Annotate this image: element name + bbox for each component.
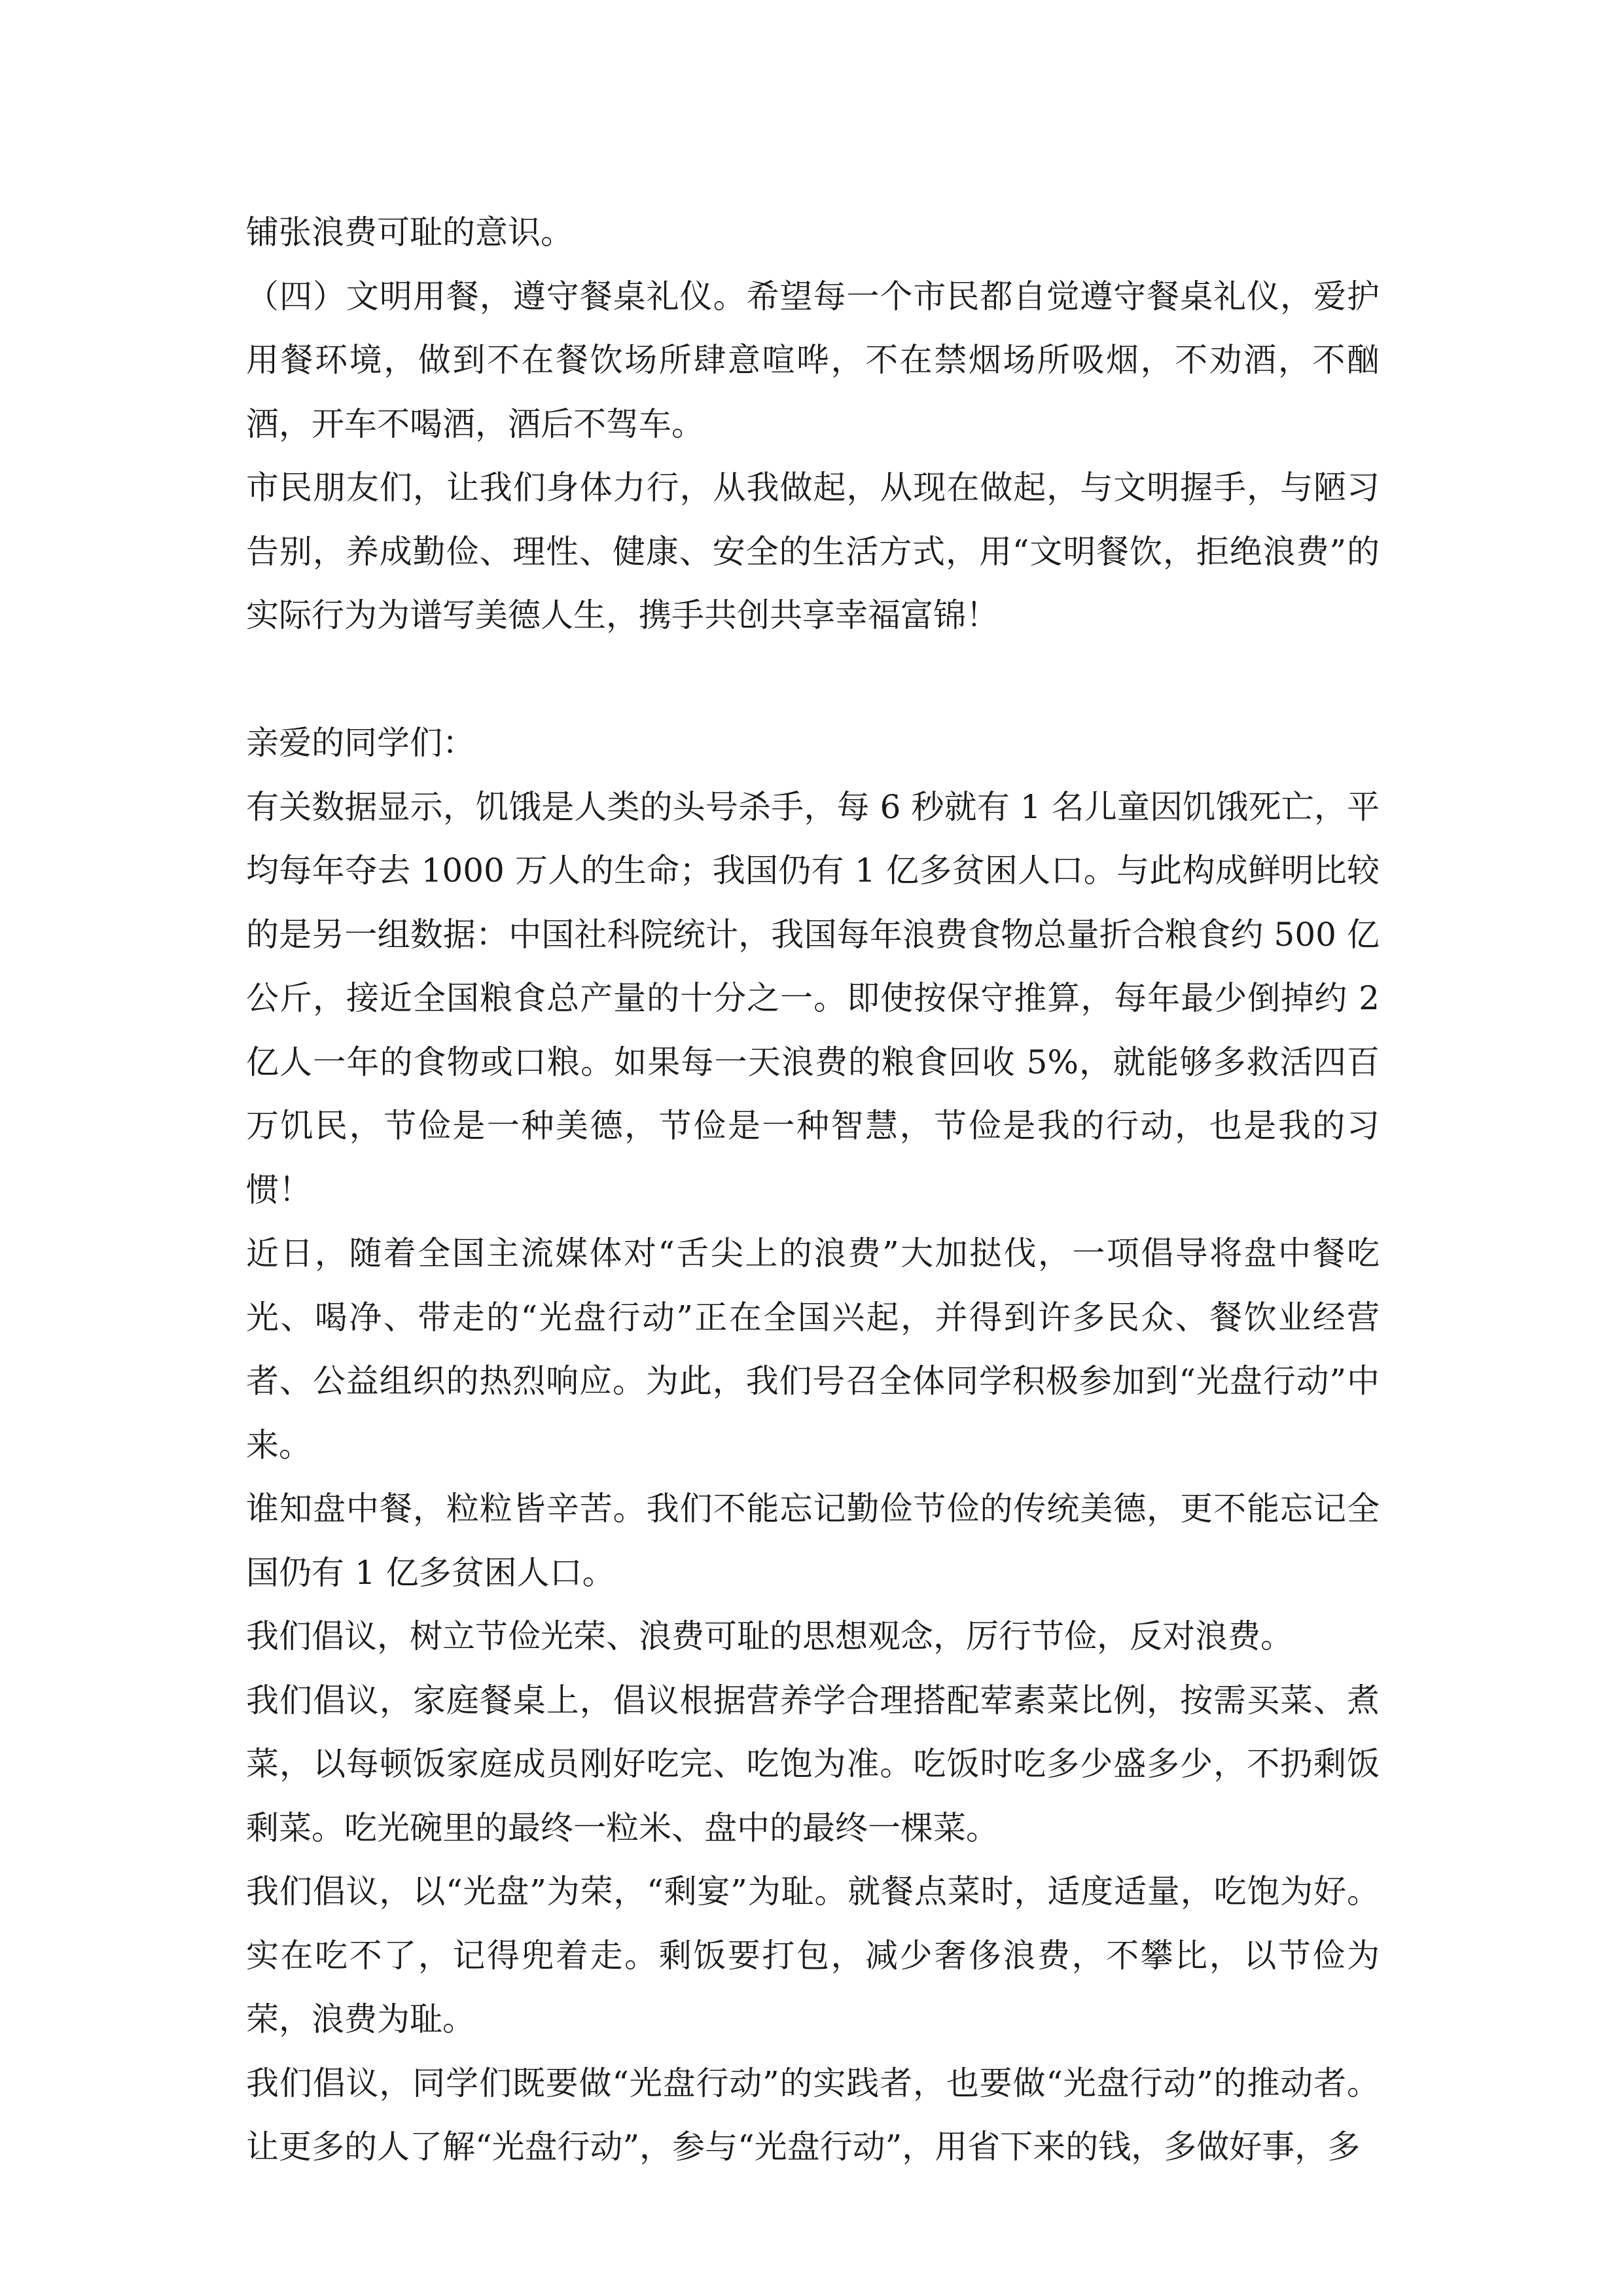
paragraph-proposal-1: 我们倡议，树立节俭光荣、浪费可耻的思想观念，厉行节俭，反对浪费。: [246, 1617, 1293, 1655]
salutation: 亲爱的同学们：: [246, 724, 475, 762]
paragraph-proposal-4: 我们倡议，同学们既要做“光盘行动”的实践者，也要做“光盘行动”的推动者。让更多的人了解“光盘行动”，参与“光盘行动”，用省下来的钱，多做好事，多: [246, 2064, 1380, 2166]
paragraph-proposal-2: 我们倡议，家庭餐桌上，倡议根据营养学合理搭配荤素菜比例，按需买菜、煮菜，以每顿饭家庭成员刚好吃完、吃饱为准。吃饭时吃多少盛多少，不扔剩饭剩菜。吃光碗里的最终一粒米、盘中的最终一棵菜。: [246, 1681, 1380, 1847]
section-gap: [246, 648, 1380, 712]
paragraph-citizens-appeal: 市民朋友们，让我们身体力行，从我做起，从现在做起，与文明握手，与陋习告别，养成勤俭、理性、健康、安全的生活方式，用“文明餐饮，拒绝浪费”的实际行为为谱写美德人生，携手共创共享幸福富锦！: [246, 469, 1380, 634]
paragraph-clean-plate-campaign: 近日，随着全国主流媒体对“舌尖上的浪费”大加挞伐，一项倡导将盘中餐吃光、喝净、带走的“光盘行动”正在全国兴起，并得到许多民众、餐饮业经营者、公益组织的热烈响应。为此，我们号召全体同学积极参加到“光盘行动”中来。: [246, 1234, 1380, 1464]
paragraph-civilized-dining: （四）文明用餐，遵守餐桌礼仪。希望每一个市民都自觉遵守餐桌礼仪，爱护用餐环境，做到不在餐饮场所肆意喧哗，不在禁烟场所吸烟，不劝酒，不酗酒，开车不喝酒，酒后不驾车。: [246, 277, 1380, 443]
paragraph-every-grain: 谁知盘中餐，粒粒皆辛苦。我们不能忘记勤俭节俭的传统美德，更不能忘记全国仍有 1 亿多贫困人口。: [246, 1490, 1380, 1592]
paragraph-continuation: 铺张浪费可耻的意识。: [246, 213, 573, 251]
paragraph-proposal-3: 我们倡议，以“光盘”为荣，“剩宴”为耻。就餐点菜时，适度适量，吃饱为好。实在吃不了，记得兜着走。剩饭要打包，减少奢侈浪费，不攀比，以节俭为荣，浪费为耻。: [246, 1873, 1380, 2038]
document-body: [246, 201, 1380, 2179]
paragraph-hunger-data: 有关数据显示，饥饿是人类的头号杀手，每 6 秒就有 1 名儿童因饥饿死亡，平均每年夺去 1000 万人的生命；我国仍有 1 亿多贫困人口。与此构成鲜明比较的是另一组数据：中国社科院统计，我国每年浪费食物总量折合粮食约 500 亿公斤，接近全国粮食总产量的十分之一。即使按保守推算，每年最少倒掉约 2 亿人一年的食物或口粮。如果每一天浪费的粮食回收 5%，就能够多救活四百万饥民，节俭是一种美德，节俭是一种智慧，节俭是我的行动，也是我的习惯！: [246, 787, 1380, 1209]
